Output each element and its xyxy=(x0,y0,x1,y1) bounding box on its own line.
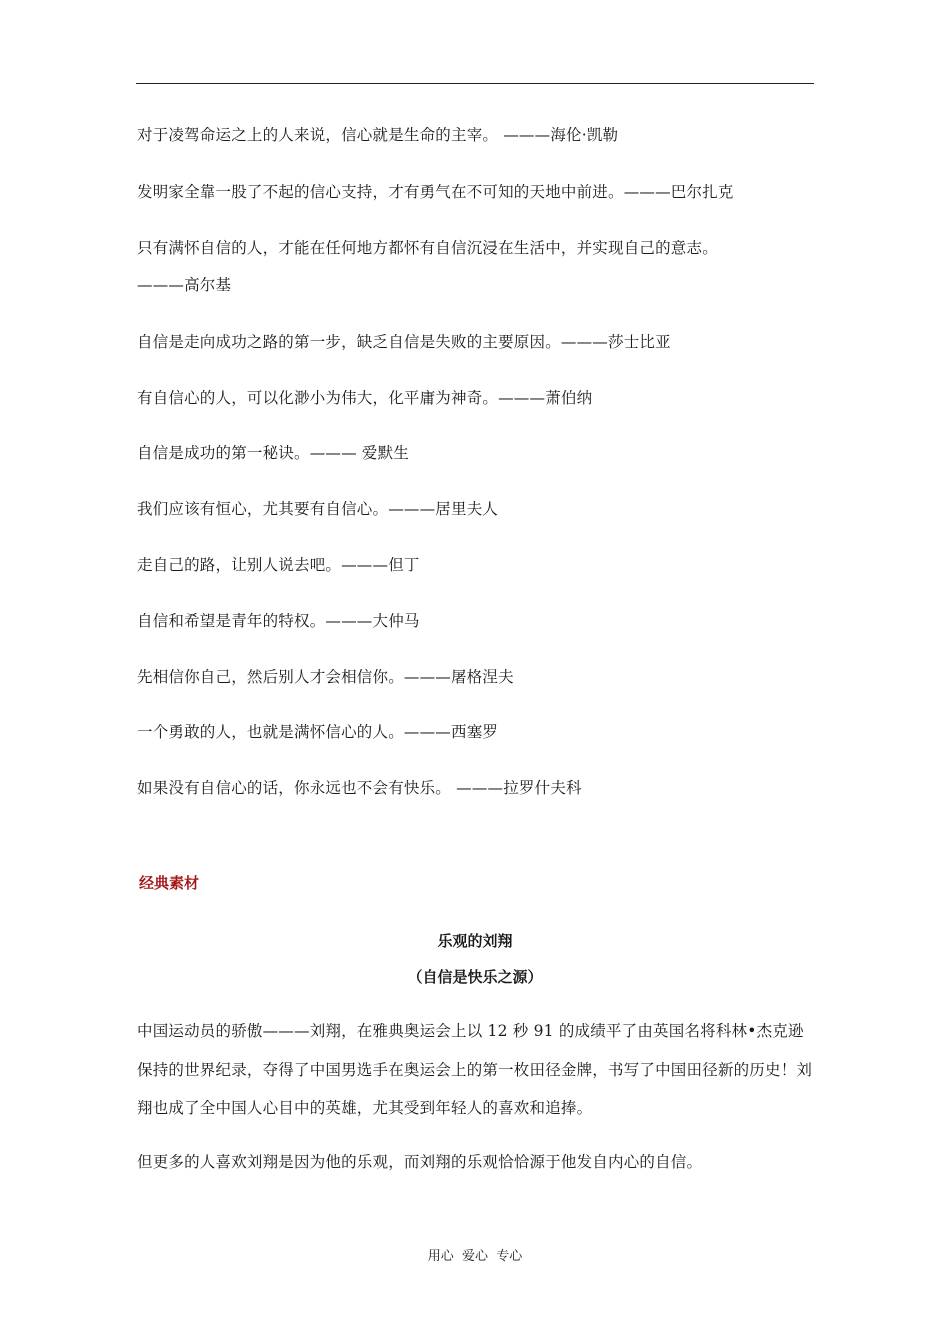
article-paragraph: 但更多的人喜欢刘翔是因为他的乐观，而刘翔的乐观恰恰源于他发自内心的自信。 xyxy=(137,1153,703,1171)
section-heading: 经典素材 xyxy=(139,874,200,892)
page-footer: 用心 爱心 专心 xyxy=(427,1249,523,1264)
quote-line: 对于凌驾命运之上的人来说，信心就是生命的主宰。 ———海伦·凯勒 xyxy=(137,126,619,144)
article-paragraph: 中国运动员的骄傲———刘翔，在雅典奥运会上以 12 秒 91 的成绩平了由英国名将科林•杰克逊保持的世界纪录，夺得了中国男选手在奥运会上的第一枚田径金牌，书写了中国田径新的历史！刘翔也成了全中国人心目中的英雄，尤其受到年轻人的喜欢和追捧。 xyxy=(137,1022,813,1117)
quote-line: 有自信心的人，可以化渺小为伟大，化平庸为神奇。———萧伯纳 xyxy=(137,389,593,407)
quote-line: 先相信你自己，然后别人才会相信你。———屠格涅夫 xyxy=(137,668,514,686)
article-title: 乐观的刘翔 xyxy=(437,932,513,950)
quote-line: 发明家全靠一股了不起的信心支持，才有勇气在不可知的天地中前进。———巴尔扎克 xyxy=(137,183,734,201)
quote-line: 如果没有自信心的话，你永远也不会有快乐。 ———拉罗什夫科 xyxy=(137,779,582,797)
quote-line: 走自己的路，让别人说去吧。———但丁 xyxy=(137,556,420,574)
header-rule xyxy=(136,83,814,84)
quote-line: 自信是走向成功之路的第一步，缺乏自信是失败的主要原因。———莎士比亚 xyxy=(137,333,671,351)
quote-line: 只有满怀自信的人，才能在任何地方都怀有自信沉浸在生活中，并实现自己的意志。 xyxy=(137,239,718,257)
article-subtitle: （自信是快乐之源） xyxy=(407,968,543,986)
quote-line: 一个勇敢的人，也就是满怀信心的人。———西塞罗 xyxy=(137,723,499,741)
quote-line: 自信和希望是青年的特权。———大仲马 xyxy=(137,612,420,630)
quote-line: 自信是成功的第一秘诀。——— 爱默生 xyxy=(137,444,410,462)
quote-attribution: ———高尔基 xyxy=(137,276,232,294)
quote-line: 我们应该有恒心，尤其要有自信心。———居里夫人 xyxy=(137,500,499,518)
